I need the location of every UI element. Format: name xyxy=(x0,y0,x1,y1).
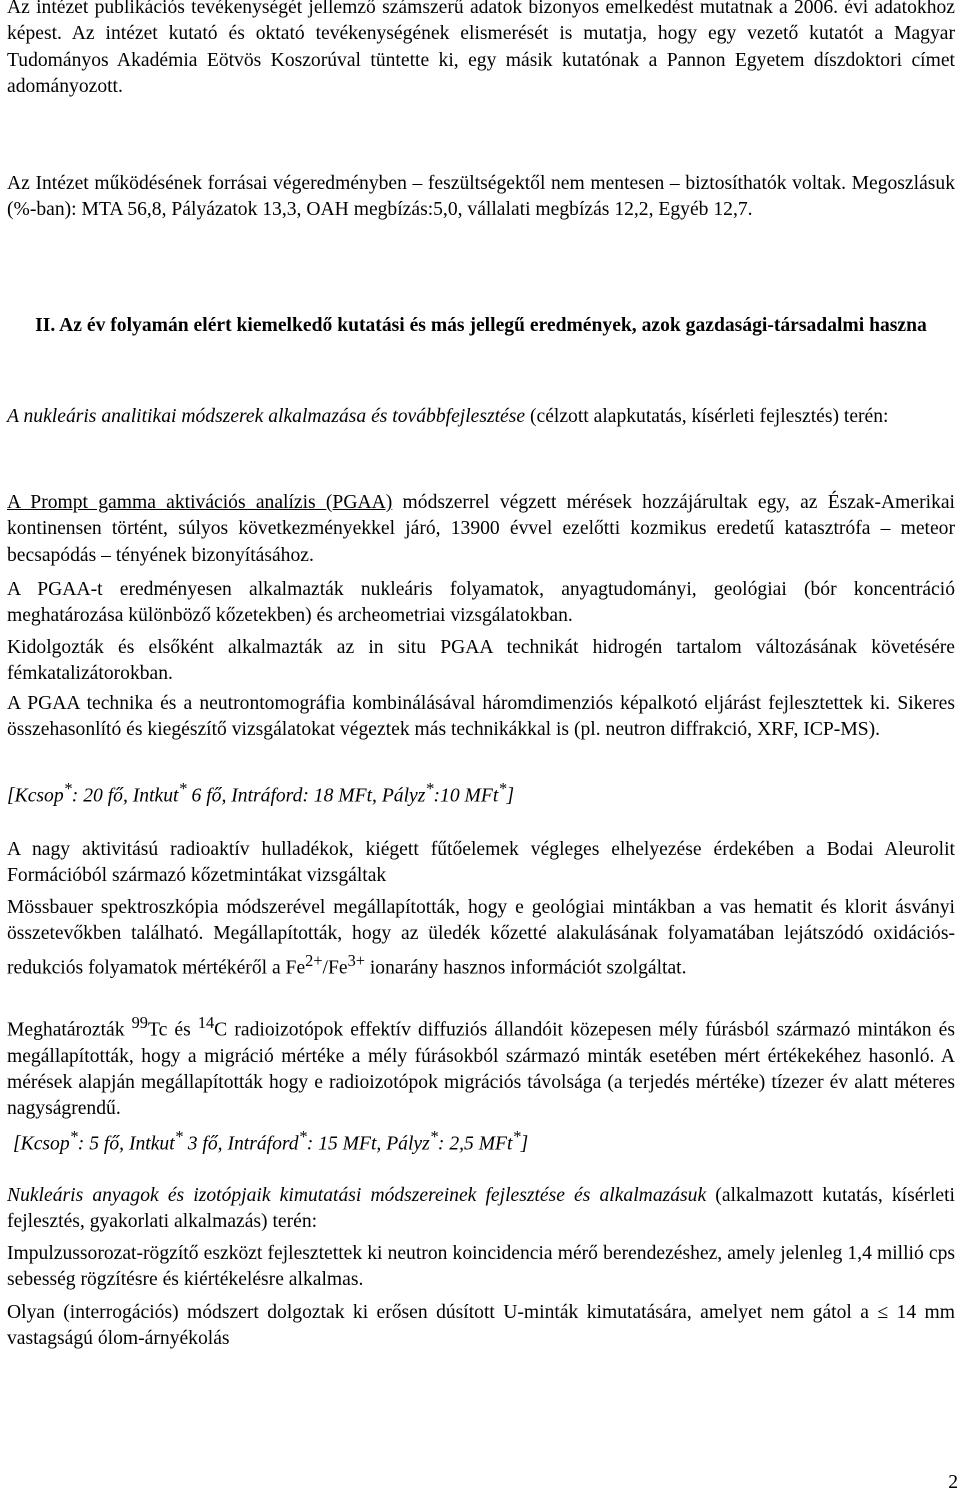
fund1-text-a: : 20 fő, Intkut xyxy=(71,785,179,807)
mossbauer-paragraph xyxy=(7,895,955,981)
fund2-text-d: : 2,5 MFt xyxy=(437,1133,513,1155)
section-2-intro xyxy=(7,1183,955,1236)
asterisk: * xyxy=(178,779,187,798)
pgaa-paragraph-1 xyxy=(7,490,955,569)
moss-text-b: /Fe xyxy=(322,957,348,979)
asterisk: * xyxy=(512,1127,521,1146)
less-equal-symbol: ≤ xyxy=(877,1302,889,1323)
fund2-kcsop: [Kcsop xyxy=(13,1133,70,1155)
section-heading: II. Az év folyamán elért kiemelkedő kutatási és más jellegű eredmények, azok gazdasági-társadalmi haszna xyxy=(35,315,927,336)
pgaa-method-name: A Prompt gamma aktivációs analízis (PGAA) xyxy=(7,492,393,513)
section-1-suffix: (célzott alapkutatás, kísérleti fejlesztés) terén: xyxy=(525,406,889,427)
fund1-kcsop: [Kcsop xyxy=(7,785,64,807)
pgaa-paragraph-1-text: módszerrel végzett mérések hozzájárultak egy, az Észak-Amerikai kontinensen történt, súlyos következményekkel járó, 13900 évvel ezelőtti kozmikus eredetű katasztrófa – meteor becsapódás – tényének bizonyításához. xyxy=(7,492,956,566)
asterisk: * xyxy=(63,779,72,798)
pgaa-paragraph-4: A PGAA technika és a neutrontomográfia kombinálásával háromdimenziós képalkotó eljárást fejlesztettek ki. Sikeres összehasonlító és kiegészítő vizsgálatokat végeztek más technikákkal is (pl. neutron diffrakció, XRF, ICP-MS). xyxy=(7,693,955,741)
waste-paragraph: A nagy aktivitású radioaktív hulladékok, kiégett fűtőelemek végleges elhelyezése érdekében a Bodai Aleurolit Formációból származó kőzetmintákat vizsgáltak xyxy=(7,839,955,887)
pgaa-paragraph-3: Kidolgozták és elsőként alkalmazták az in situ PGAA technikát hidrogén tartalom változásának követésére fémkatalizátorokban. xyxy=(7,637,955,685)
funding-line-2 xyxy=(13,1124,955,1158)
asterisk: * xyxy=(429,1127,438,1146)
page-number: 2 xyxy=(948,1472,958,1493)
moss-text-a: Mössbauer spektroszkópia módszerével megállapították, hogy e geológiai mintákban a vas hematit és klorit ásványi összetevőkben található. Megállapították, hogy az üledék kőzetté alakulásának folyamatában lejátszódó oxidációs-redukciós folyamatok mértékéről a Fe xyxy=(7,897,955,979)
fund2-text-c: : 15 MFt, Pályz xyxy=(306,1133,430,1155)
tc-sup-2: 14 xyxy=(197,1013,215,1032)
section-2-suffix: (alkalmazott kutatás, kísérleti fejlesztés, gyakorlati alkalmazás) terén: xyxy=(7,1185,955,1233)
fund1-text-b: 6 fő, Intráford: 18 MFt, Pályz xyxy=(186,785,426,807)
funding-line-1 xyxy=(7,776,955,810)
section-2-title: Nukleáris anyagok és izotópjaik kimutatási módszereinek fejlesztése és alkalmazásuk xyxy=(7,1185,707,1206)
section-1-title: A nukleáris analitikai módszerek alkalmazása és továbbfejlesztése xyxy=(7,406,526,427)
fund2-text-a: : 5 fő, Intkut xyxy=(77,1133,175,1155)
asterisk: * xyxy=(69,1127,78,1146)
impulse-paragraph: Impulzussorozat-rögzítő eszközt fejlesztettek ki neutron koincidencia mérő berendezéshez, amely jelenleg 1,4 millió cps sebesség rögzítésre és kiértékelésre alkalmas. xyxy=(7,1243,955,1291)
tc-text-a: Meghatározták xyxy=(7,1019,132,1041)
interrog-text-a: Olyan (interrogációs) módszert dolgoztak ki erősen dúsított U-minták kimutatására, amelyet nem gátol a xyxy=(7,1302,878,1323)
fund2-end: ] xyxy=(520,1133,529,1155)
moss-sup-1: 2+ xyxy=(305,950,323,970)
fund2-text-b: 3 fő, Intráford xyxy=(182,1133,299,1155)
asterisk: * xyxy=(298,1127,307,1146)
radioisotope-paragraph xyxy=(7,1010,955,1123)
fund1-text-c: :10 MFt xyxy=(433,785,499,807)
section-1-intro xyxy=(7,404,955,430)
moss-sup-2: 3+ xyxy=(347,950,365,970)
asterisk: * xyxy=(174,1127,183,1146)
asterisk: * xyxy=(425,779,434,798)
intro-paragraph: Az intézet publikációs tevékenységét jellemző számszerű adatok bizonyos emelkedést mutatnak a 2006. évi adatokhoz képest. Az intézet kutató és oktató tevékenységének elismerését is mutatja, hogy egy vezető kutatót a Magyar Tudományos Akadémia Eötvös Koszorúval tüntette ki, egy másik kutatónak a Pannon Egyetem díszdoktori címet adományozott. xyxy=(7,0,955,97)
tc-text-b: Tc és xyxy=(147,1019,198,1041)
moss-text-c: ionarány hasznos információt szolgáltat. xyxy=(364,957,687,979)
interrog-text-b: 14 mm vastagságú ólom-árnyékolás xyxy=(7,1302,955,1350)
asterisk: * xyxy=(498,779,507,798)
tc-text-c: C radioizotópok effektív diffuziós állandóit közepesen mély fúrásból származó mintákon és megállapították, hogy a migráció mértéke a mély fúrásokból származó minták esetében mért értékekéhez hasonló. A mérések alapján megállapították hogy e radioizotópok migrációs távolsága (a terjedés mértéke) tízezer év alatt méteres nagyságrendű. xyxy=(7,1019,956,1120)
funding-paragraph: Az Intézet működésének forrásai végeredményben – feszültségektől nem mentesen – biztosíthatók voltak. Megoszlásuk (%-ban): MTA 56,8, Pályázatok 13,3, OAH megbízás:5,0, vállalati megbízás 12,2, Egyéb 12,7. xyxy=(7,173,955,221)
fund1-end: ] xyxy=(506,785,515,807)
tc-sup-1: 99 xyxy=(131,1013,148,1032)
interrogation-paragraph xyxy=(7,1300,955,1353)
pgaa-paragraph-2: A PGAA-t eredményesen alkalmazták nukleáris folyamatok, anyagtudományi, geológiai (bór koncentráció meghatározása különböző kőzetekben) és archeometriai vizsgálatokban. xyxy=(7,579,955,627)
